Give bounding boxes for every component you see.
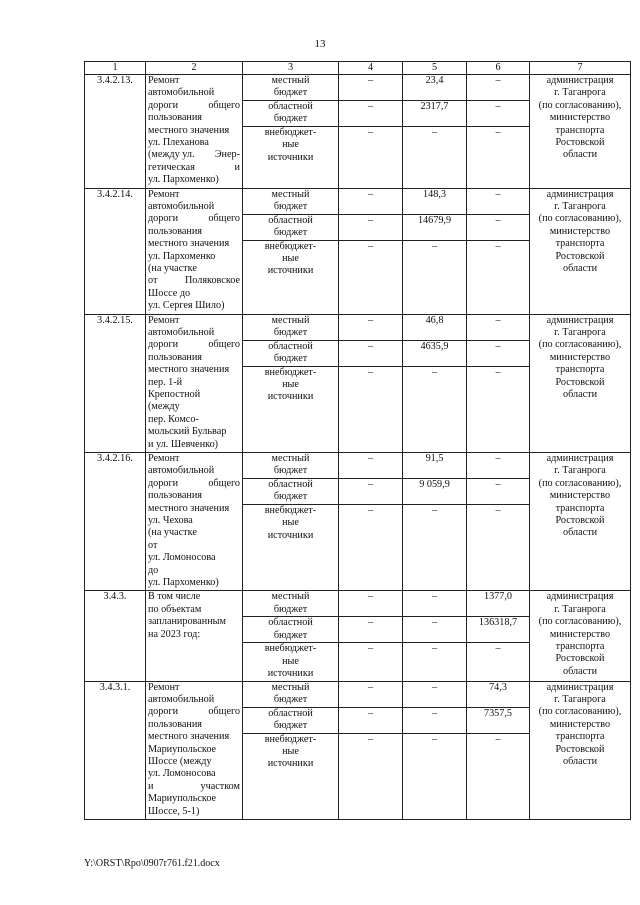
event-title-line: местного значения — [148, 364, 230, 376]
value-col5-cell: – — [403, 591, 467, 617]
event-title-line: запланированным — [148, 616, 226, 628]
executor-line: администрация — [546, 681, 614, 693]
column-header: 1 — [85, 62, 146, 75]
event-title-cell — [146, 314, 243, 452]
event-title-cell — [146, 75, 243, 189]
title-word: общего — [208, 706, 240, 718]
event-title-line: Ремонт — [148, 681, 180, 693]
funding-source-line: бюджет — [273, 694, 308, 705]
funding-source-cell — [243, 617, 339, 643]
value-col4-cell: – — [339, 591, 403, 617]
funding-source-line: ные — [282, 253, 299, 264]
event-title-line: на 2023 год: — [148, 628, 201, 640]
value-col5-cell: 14679,9 — [403, 214, 467, 240]
executor-line: Ростовской — [555, 137, 605, 149]
table-row — [85, 681, 631, 707]
executor-cell — [530, 314, 631, 452]
row-number-cell: 3.4.3.1. — [85, 681, 146, 819]
funding-source-line: бюджет — [273, 603, 308, 615]
row-number-cell: 3.4.2.15. — [85, 314, 146, 452]
value-col6-cell: – — [467, 340, 530, 366]
funding-source-line: бюджет — [273, 327, 308, 338]
funding-source-line: внебюджет- — [264, 643, 317, 655]
funding-source-cell — [243, 101, 339, 127]
event-title-line: местного значения — [148, 124, 230, 136]
value-col4-cell: – — [339, 707, 403, 733]
funding-source-cell — [243, 127, 339, 189]
event-title-cell — [146, 591, 243, 681]
title-word: дороги — [148, 99, 179, 111]
funding-source-line: внебюджет- — [264, 366, 317, 378]
funding-source-line: внебюджет- — [264, 733, 317, 745]
column-number-row — [85, 62, 631, 75]
event-title-line: Ремонт — [148, 314, 180, 326]
event-title-line: Ремонт — [148, 75, 180, 86]
title-word: дороги — [148, 213, 179, 225]
funding-source-cell — [243, 240, 339, 314]
executor-line: министерство — [549, 490, 611, 502]
executor-line: г. Таганрога — [554, 327, 606, 338]
value-col4-cell: – — [339, 101, 403, 127]
executor-line: области — [562, 756, 598, 768]
funding-source-cell — [243, 188, 339, 214]
funding-source-line: бюджет — [273, 491, 308, 503]
value-col6-cell: 74,3 — [467, 681, 530, 707]
value-col4-cell: – — [339, 314, 403, 340]
column-header: 3 — [243, 62, 339, 75]
funding-source-cell — [243, 681, 339, 707]
executor-line: г. Таганрога — [554, 694, 606, 705]
executor-line: г. Таганрога — [554, 201, 606, 212]
value-col5-cell: 9 059,9 — [403, 478, 467, 504]
value-col4-cell: – — [339, 452, 403, 478]
funding-source-line: ные — [282, 379, 299, 390]
title-word: и — [148, 780, 154, 792]
executor-line: г. Таганрога — [554, 87, 606, 99]
event-title-line: пользования — [148, 225, 202, 237]
event-title-cell — [146, 452, 243, 590]
executor-line: (по согласованию), — [538, 477, 622, 489]
funding-source-cell — [243, 75, 339, 101]
funding-source-line: местный — [271, 452, 310, 464]
executor-line: области — [562, 665, 598, 677]
event-title-line: Шоссе до — [148, 287, 191, 299]
funding-source-cell — [243, 478, 339, 504]
funding-source-line: источники — [267, 529, 314, 541]
executor-line: министерство — [549, 225, 611, 237]
column-header: 7 — [530, 62, 631, 75]
value-col4-cell: – — [339, 75, 403, 101]
value-col6-cell: – — [467, 452, 530, 478]
event-title-line: и ул. Шевченко) — [148, 438, 219, 450]
value-col5-cell: – — [403, 366, 467, 452]
value-col6-cell: – — [467, 314, 530, 340]
executor-line: (по согласованию), — [538, 339, 622, 351]
value-col4-cell: – — [339, 366, 403, 452]
event-title-line — [148, 339, 240, 351]
file-path-footer: Y:\ORST\Rpo\0907r761.f21.docx — [84, 858, 220, 869]
title-word: Поляковское — [184, 275, 240, 287]
executor-line: транспорта — [555, 238, 605, 250]
value-col5-cell: – — [403, 681, 467, 707]
executor-line: (по согласованию), — [538, 706, 622, 718]
value-col6-cell: – — [467, 733, 530, 819]
value-col6-cell: – — [467, 240, 530, 314]
executor-line: транспорта — [555, 124, 605, 136]
funding-source-line: источники — [267, 668, 314, 680]
event-title-line: автомобильной — [148, 201, 215, 212]
value-col6-cell: – — [467, 214, 530, 240]
value-col6-cell: 1377,0 — [467, 591, 530, 617]
executor-cell — [530, 681, 631, 819]
event-title-line: ул. Ломоносова — [148, 552, 216, 564]
value-col4-cell: – — [339, 214, 403, 240]
executor-line: г. Таганрога — [554, 465, 606, 477]
funding-source-line: местный — [271, 75, 310, 86]
executor-line: транспорта — [555, 731, 605, 743]
funding-source-cell — [243, 366, 339, 452]
event-title-line: до — [148, 564, 159, 576]
value-col4-cell: – — [339, 733, 403, 819]
table-row — [85, 591, 631, 617]
event-title-line: ул. Пархоменко — [148, 250, 216, 262]
event-title-line — [148, 162, 240, 174]
title-word: общего — [208, 213, 240, 225]
event-title-line: Ремонт — [148, 188, 180, 200]
title-word: от — [148, 275, 158, 287]
funding-source-cell — [243, 452, 339, 478]
event-title-line: пользования — [148, 718, 202, 730]
funding-source-line: бюджет — [273, 227, 308, 238]
event-title-line: автомобильной — [148, 87, 215, 99]
event-title-line — [148, 478, 240, 490]
funding-source-line: местный — [271, 591, 310, 603]
title-word: общего — [208, 99, 240, 111]
funding-source-line: областной — [268, 340, 313, 352]
value-col4-cell: – — [339, 643, 403, 681]
executor-line: области — [562, 527, 598, 539]
funding-source-line: бюджет — [273, 465, 308, 477]
event-title-line: по объектам — [148, 603, 202, 615]
row-number-cell: 3.4.2.13. — [85, 75, 146, 189]
row-number-cell: 3.4.2.16. — [85, 452, 146, 590]
executor-line: администрация — [546, 591, 614, 603]
value-col6-cell: – — [467, 127, 530, 189]
row-number-cell: 3.4.3. — [85, 591, 146, 681]
executor-line: транспорта — [555, 364, 605, 376]
event-title-line: Мариупольское — [148, 793, 217, 805]
event-title-line: Шоссе (между — [148, 756, 212, 768]
value-col5-cell: – — [403, 240, 467, 314]
funding-source-line: источники — [267, 265, 314, 277]
event-title-cell — [146, 681, 243, 819]
funding-source-line: ные — [282, 139, 299, 151]
value-col4-cell: – — [339, 127, 403, 189]
event-title-line: пер. Комсо- — [148, 413, 199, 425]
event-title-line: Шоссе, 5-1) — [148, 805, 200, 817]
funding-source-cell — [243, 314, 339, 340]
value-col5-cell: 2317,7 — [403, 101, 467, 127]
executor-line: области — [562, 149, 598, 161]
funding-source-line: источники — [267, 391, 314, 403]
table-row — [85, 188, 631, 214]
funding-source-line: местный — [271, 314, 310, 326]
funding-source-line: местный — [271, 188, 310, 200]
event-title-line: мольский Бульвар — [148, 426, 227, 438]
executor-line: (по согласованию), — [538, 616, 622, 628]
value-col5-cell: 46,8 — [403, 314, 467, 340]
table-row — [85, 452, 631, 478]
funding-source-line: источники — [267, 758, 314, 770]
funding-source-line: ные — [282, 655, 299, 667]
executor-line: Ростовской — [555, 515, 605, 527]
value-col6-cell: – — [467, 478, 530, 504]
title-word: Энер- — [214, 149, 240, 161]
event-title-line: местного значения — [148, 731, 230, 743]
value-col5-cell: – — [403, 127, 467, 189]
value-col6-cell: – — [467, 188, 530, 214]
title-word: общего — [208, 339, 240, 351]
funding-source-cell — [243, 504, 339, 590]
value-col4-cell: – — [339, 340, 403, 366]
event-title-line: автомобильной — [148, 327, 215, 338]
funding-source-line: областной — [268, 617, 313, 629]
event-title-line: Мариупольское — [148, 743, 217, 755]
executor-cell — [530, 75, 631, 189]
funding-source-cell — [243, 643, 339, 681]
title-word: общего — [208, 477, 240, 489]
event-title-line: пользования — [148, 351, 202, 363]
funding-source-line: областной — [268, 707, 313, 719]
event-title-line: местного значения — [148, 238, 230, 250]
funding-source-line: источники — [267, 151, 314, 163]
value-col6-cell: – — [467, 366, 530, 452]
event-title-line: ул. Сергея Шило) — [148, 300, 225, 312]
event-title-line: ул. Пархоменко) — [148, 174, 219, 186]
executor-line: транспорта — [555, 641, 605, 652]
funding-source-line: местный — [271, 681, 310, 693]
value-col4-cell: – — [339, 240, 403, 314]
event-title-line: автомобильной — [148, 465, 215, 477]
funding-source-line: бюджет — [273, 201, 308, 212]
executor-cell — [530, 591, 631, 681]
column-header: 6 — [467, 62, 530, 75]
event-title-line: от — [148, 539, 158, 551]
program-table — [84, 61, 631, 820]
event-title-line — [148, 781, 240, 793]
executor-cell — [530, 188, 631, 314]
value-col5-cell: – — [403, 707, 467, 733]
event-title-line: (на участке — [148, 527, 197, 539]
event-title-line: ул. Ломоносова — [148, 768, 216, 780]
event-title-line: пер. 1-й — [148, 376, 183, 388]
funding-source-line: ные — [282, 746, 299, 757]
executor-line: администрация — [546, 452, 614, 464]
executor-line: администрация — [546, 75, 614, 86]
value-col6-cell: – — [467, 643, 530, 681]
event-title-line: (на участке — [148, 263, 197, 275]
event-title-line — [148, 149, 240, 161]
value-col6-cell: – — [467, 75, 530, 101]
executor-line: администрация — [546, 314, 614, 326]
event-title-line: ул. Чехова — [148, 515, 193, 527]
executor-line: администрация — [546, 188, 614, 200]
executor-line: (по согласованию), — [538, 99, 622, 111]
value-col4-cell: – — [339, 617, 403, 643]
value-col6-cell: 7357,5 — [467, 707, 530, 733]
executor-line: транспорта — [555, 502, 605, 514]
value-col4-cell: – — [339, 188, 403, 214]
event-title-line: пользования — [148, 112, 202, 124]
row-number-cell: 3.4.2.14. — [85, 188, 146, 314]
value-col5-cell: – — [403, 733, 467, 819]
funding-source-cell — [243, 591, 339, 617]
funding-source-cell — [243, 214, 339, 240]
executor-line: Ростовской — [555, 376, 605, 388]
funding-source-line: внебюджет- — [264, 240, 317, 252]
event-title-line: автомобильной — [148, 694, 215, 705]
funding-source-cell — [243, 707, 339, 733]
funding-source-line: внебюджет- — [264, 127, 317, 138]
value-col4-cell: – — [339, 681, 403, 707]
column-header: 2 — [146, 62, 243, 75]
event-title-line: пользования — [148, 490, 202, 502]
value-col4-cell: – — [339, 504, 403, 590]
event-title-line — [148, 100, 240, 112]
funding-source-line: областной — [268, 478, 313, 490]
funding-source-line: областной — [268, 101, 313, 112]
executor-line: (по согласованию), — [538, 213, 622, 225]
funding-source-line: бюджет — [273, 629, 308, 641]
value-col5-cell: – — [403, 504, 467, 590]
event-title-line: (между — [148, 401, 180, 413]
event-title-line — [148, 706, 240, 718]
event-title-line: ул. Плеханова — [148, 137, 209, 149]
funding-source-line: бюджет — [273, 113, 308, 125]
value-col5-cell: 4635,9 — [403, 340, 467, 366]
value-col5-cell: – — [403, 617, 467, 643]
event-title-cell — [146, 188, 243, 314]
title-word: участком — [200, 780, 240, 792]
funding-source-line: бюджет — [273, 720, 308, 731]
funding-source-line: ные — [282, 517, 299, 529]
column-header: 5 — [403, 62, 467, 75]
executor-line: области — [562, 389, 598, 401]
title-word: гетическая — [148, 161, 195, 173]
executor-line: министерство — [549, 628, 611, 640]
executor-line: министерство — [549, 718, 611, 730]
event-title-line: В том числе — [148, 591, 201, 603]
funding-source-line: бюджет — [273, 353, 308, 364]
page-number: 13 — [314, 38, 326, 50]
event-title-line: Ремонт — [148, 452, 180, 464]
value-col5-cell: 23,4 — [403, 75, 467, 101]
funding-source-cell — [243, 733, 339, 819]
value-col6-cell: 136318,7 — [467, 617, 530, 643]
title-word: дороги — [148, 706, 179, 718]
executor-line: области — [562, 263, 598, 275]
title-word: дороги — [148, 339, 179, 351]
funding-source-cell — [243, 340, 339, 366]
event-title-line — [148, 213, 240, 225]
value-col4-cell: – — [339, 478, 403, 504]
table-row — [85, 75, 631, 101]
event-title-line: ул. Пархоменко) — [148, 577, 219, 589]
executor-cell — [530, 452, 631, 590]
funding-source-line: бюджет — [273, 87, 308, 99]
event-title-line: Крепостной — [148, 389, 201, 401]
value-col6-cell: – — [467, 504, 530, 590]
value-col5-cell: 148,3 — [403, 188, 467, 214]
executor-line: министерство — [549, 351, 611, 363]
title-word: дороги — [148, 477, 179, 489]
value-col6-cell: – — [467, 101, 530, 127]
executor-line: Ростовской — [555, 653, 605, 665]
title-word: и — [234, 161, 240, 173]
table-row — [85, 314, 631, 340]
funding-source-line: внебюджет- — [264, 504, 317, 516]
value-col5-cell: 91,5 — [403, 452, 467, 478]
executor-line: г. Таганрога — [554, 603, 606, 615]
title-word: (между ул. — [148, 149, 195, 161]
executor-line: Ростовской — [555, 743, 605, 755]
table-body — [85, 62, 631, 820]
executor-line: Ростовской — [555, 250, 605, 262]
event-title-line: местного значения — [148, 502, 230, 514]
funding-source-line: областной — [268, 214, 313, 226]
executor-line: министерство — [549, 112, 611, 124]
value-col5-cell: – — [403, 643, 467, 681]
event-title-line — [148, 275, 240, 287]
column-header: 4 — [339, 62, 403, 75]
